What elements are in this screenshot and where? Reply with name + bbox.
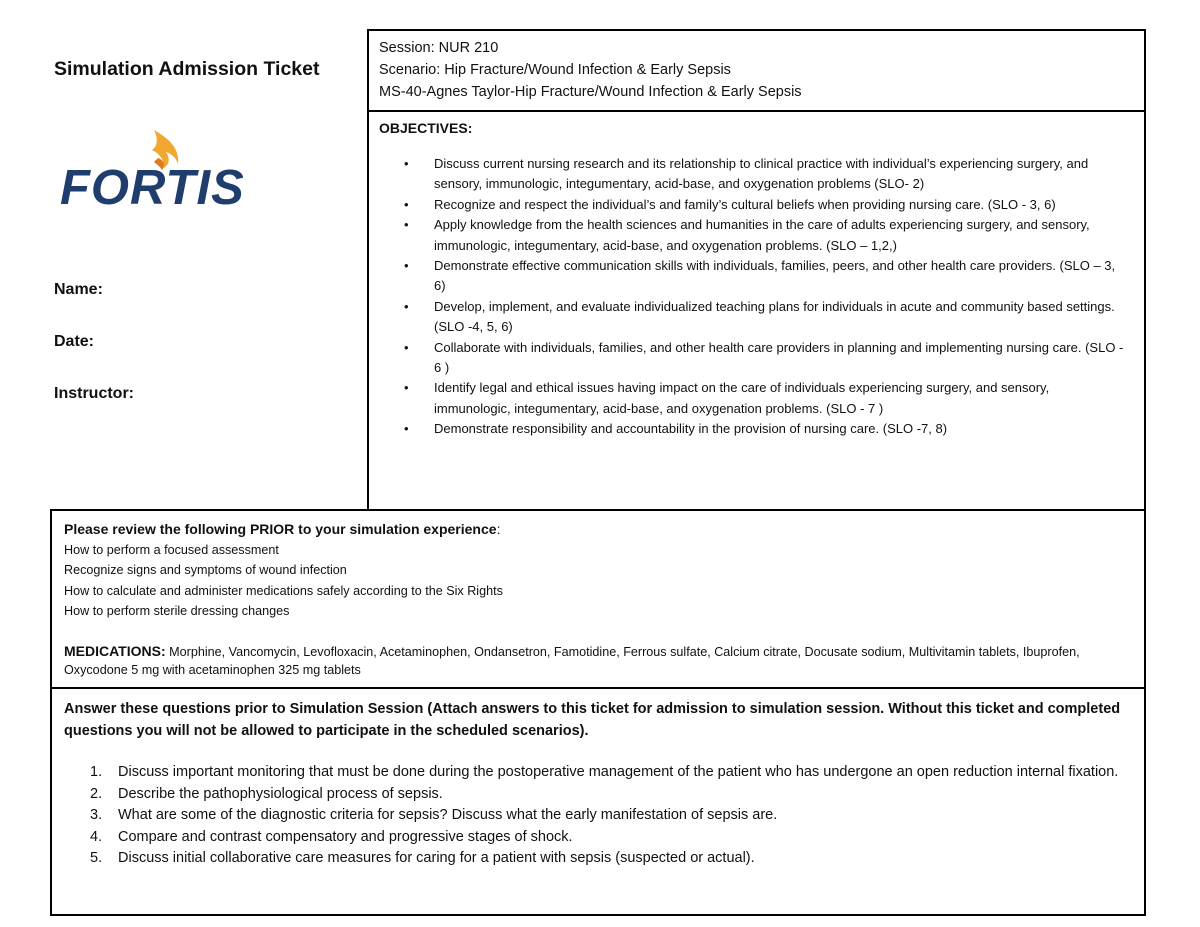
date-label: Date: [54,333,95,350]
questions-box [50,687,1146,916]
objective-item: • Demonstrate responsibility and accountability in the provision of nursing care. (SLO -7, 8) [379,419,1134,439]
name-label: Name: [54,281,103,298]
bullet-icon: • [404,217,409,233]
bullet-icon: • [404,421,409,437]
question-item: 5. Discuss initial collaborative care measures for caring for a patient with sepsis (suspected or actual). [90,850,755,866]
medications-text: Morphine, Vancomycin, Levofloxacin, Acetaminophen, Ondansetron, Famotidine, Ferrous sulfate, Calcium citrate, Docusate sodium, Multivitamin tablets, Ibuprofen, Oxycodone 5 mg with acetaminophen 325 mg tablets [64,644,1080,678]
review-item: How to perform a focused assessment [64,543,279,557]
question-item: 3. What are some of the diagnostic criteria for sepsis? Discuss what the early manifestation of sepsis are. [90,807,778,823]
medications [64,642,1132,680]
bullet-icon: • [404,258,409,274]
question-item: 2. Describe the pathophysiological process of sepsis. [90,785,443,802]
session-box [367,29,1146,112]
session-line: Session: NUR 210 [379,40,499,56]
objective-item: • Discuss current nursing research and its relationship to clinical practice with individual’s experiencing surgery, and sensory, immunologic, integumentary, acid-base, and oxygenation problems (SLO- 2) [404,156,1089,192]
bullet-icon: • [404,196,409,212]
objective-item: • Demonstrate effective communication skills with individuals, families, peers, and other health care providers. (SLO – 3, 6) [404,258,1116,294]
instructor-label: Instructor: [54,385,134,402]
objective-item: • Develop, implement, and evaluate individualized teaching plans for individuals in acute and community based settings. (SLO -4, 5, 6) [404,298,1115,335]
question-item: 4. Compare and contrast compensatory and progressive stages of shock. [90,828,573,845]
objectives-list [379,154,1134,440]
objective-item: • Collaborate with individuals, families, and other health care providers in planning and implementing nursing care. (SLO - 6 ) [404,339,1124,376]
bullet-icon: • [404,298,409,314]
objectives-heading: OBJECTIVES: [379,120,473,136]
bullet-icon: • [404,339,409,355]
objective-item: • Identify legal and ethical issues having impact on the care of individuals experiencing surgery, and sensory, immunologic, integumentary, acid-base, and oxygenation problems. (SLO - 7 ) [404,380,1050,416]
review-box [50,509,1146,689]
questions-heading: Answer these questions prior to Simulation Session (Attach answers to this ticket for admission to simulation session. Without this ticket and completed questions you will not be allowed to participate in the scheduled scenarios). [64,701,1121,739]
review-item: How to calculate and administer medications safely according to the Six Rights [64,583,503,598]
fortis-logo [58,124,243,210]
objective-item: • Recognize and respect the individual’s and family’s cultural beliefs when providing nursing care. (SLO - 3, 6) [379,195,1134,215]
bullet-icon: • [404,156,409,171]
fortis-flame-icon [58,124,243,210]
review-item: Recognize signs and symptoms of wound infection [64,563,347,578]
medications-label: MEDICATIONS: [64,642,166,659]
bullet-icon: • [404,380,409,396]
review-heading: Please review the following PRIOR to your simulation experience: [64,521,501,537]
page-title: Simulation Admission Ticket [54,58,320,80]
case-line: MS-40-Agnes Taylor-Hip Fracture/Wound Infection & Early Sepsis [379,84,802,100]
scenario-line: Scenario: Hip Fracture/Wound Infection & Early Sepsis [379,62,731,78]
review-item: How to perform sterile dressing changes [64,604,290,619]
objectives-box [367,110,1146,511]
logo-text: FORTIS [60,161,243,210]
questions-list [64,762,1132,870]
objective-item: • Apply knowledge from the health sciences and humanities in the care of adults experiencing surgery, and sensory, immunologic, integumentary, acid-base, and oxygenation problems. (SLO – 1,2,) [404,217,1090,253]
question-item: 1. Discuss important monitoring that must be done during the postoperative management of the patient who has undergone an open reduction internal fixation. [90,764,1119,780]
